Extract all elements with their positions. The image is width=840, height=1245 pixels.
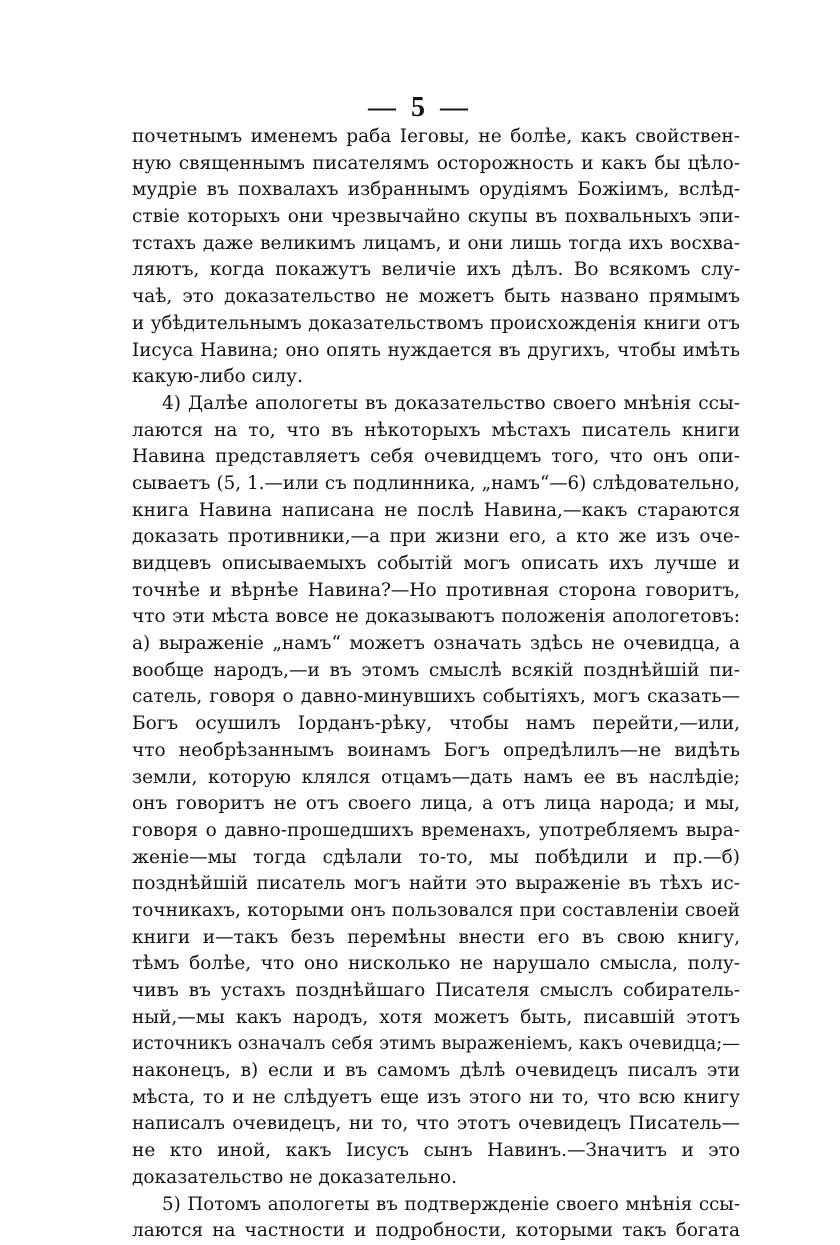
text-line: 4) Далѣе апологеты въ доказательство своего мнѣнія ссы- [162,392,740,414]
text-line: источникъ означалъ себя этимъ выраженіемъ, какъ очевидца;— [132,1034,740,1055]
text-line: мѣста, то и не слѣдуетъ еще изъ этого ни то, что всю книгу [132,1086,740,1108]
text-line: ствіе которыхъ они чрезвычайно скупы въ похвальныхъ эпи- [132,206,740,228]
text-line: земли, которую клялся отцамъ—дать намъ ее въ наслѣдіе; [132,766,740,788]
text-line: не кто иной, какъ Іисусъ сынъ Навинъ.—Значитъ и это [132,1140,740,1162]
text-line: вообще народъ,—и въ этомъ смыслѣ всякій позднѣйшій пи- [132,659,740,681]
text-line: видцевъ описываемыхъ событій могъ описать ихъ лучше и [132,553,740,574]
text-line: точнѣе и вѣрнѣе Навина?—Но противная сторона говоритъ, [132,579,740,601]
text-line: точникахъ, которыми онъ пользовался при составленіи своей [132,899,740,921]
text-line: какую-либо силу. [132,366,303,388]
text-line: написалъ очевидецъ, ни то, что этотъ очевидецъ Писатель— [132,1113,740,1135]
text-line: наконецъ, в) если и въ самомъ дѣлѣ очевидецъ писалъ эти [132,1060,740,1082]
text-line: книги и—такъ безъ перемѣны внести его въ свою книгу, [132,926,740,948]
text-line: ный,—мы какъ народъ, хотя можетъ быть, писавшій этотъ [132,1006,740,1028]
page-number: — 5 — [368,92,472,123]
text-line: онъ говоритъ не отъ своего лица, а отъ лица народа; и мы, [132,793,740,815]
text-line: что эти мѣста вовсе не доказываютъ положенія апологетовъ: [132,606,740,628]
text-line: а) выраженіе „намъ“ можетъ означать здѣсь не очевидца, а [132,633,740,655]
text-line: 5) Потомъ апологеты въ подтвержденіе своего мнѣнія ссы- [162,1193,740,1215]
text-line: что необрѣзаннымъ воинамъ Богъ опредѣлилъ—не видѣть [132,739,740,761]
text-line: почетнымъ именемъ раба Іеговы, не болѣе, какъ свойствен- [132,126,740,147]
text-line: мудріе въ похвалахъ избраннымъ орудіямъ Божіимъ, вслѣд- [132,179,740,201]
text-line: книга Навина написана не послѣ Навина,—какъ стараются [132,499,740,521]
text-line: лаются на то, что въ нѣкоторыхъ мѣстахъ писатель книги [132,419,740,441]
text-line: тѣмъ болѣе, что оно нисколько не нарушало смысла, полу- [132,953,740,975]
text-line: сатель, говоря о давно-минувшихъ событіяхъ, могъ сказать— [132,686,740,708]
text-line: сываетъ (5, 1.—или съ подлинника, „намъ“—6) слѣдовательно, [132,472,740,494]
text-line: ляютъ, когда покажутъ величіе ихъ дѣлъ. Во всякомъ слу- [132,259,740,281]
body-text [132,124,740,1245]
text-line: говоря о давно-прошедшихъ временахъ, употребляемъ выра- [132,819,740,841]
text-line: чаѣ, это доказательство не можетъ быть названо прямымъ [132,286,740,308]
text-line: чивъ въ устахъ позднѣйшаго Писателя смыслъ собиратель- [132,980,740,1001]
text-line: тстахъ даже великимъ лицамъ, и они лишь тогда ихъ восхва- [132,232,740,254]
text-line: лаются на частности и подробности, которыми такъ богата [132,1220,740,1242]
text-line: женіе—мы тогда сдѣлали то-то, мы побѣдили и пр.—б) [132,846,740,868]
text-line: Богъ осушилъ Іорданъ-рѣку, чтобы намъ перейти,—или, [132,713,740,735]
text-line: и убѣдительнымъ доказательствомъ происхожденія книги отъ [132,312,740,334]
text-line: доказать противники,—а при жизни его, а кто же изъ оче- [132,526,740,548]
text-line: Навина представляетъ себя очевидцемъ того, что онъ опи- [132,446,740,468]
text-line: ную священнымъ писателямъ осторожность и какъ бы цѣло- [132,152,740,174]
text-line: Іисуса Навина; оно опять нуждается въ другихъ, чтобы имѣть [132,339,740,361]
text-line: позднѣйшій писатель могъ найти это выраженіе въ тѣхъ ис- [132,873,740,895]
text-line: доказательство не доказательно. [132,1166,458,1188]
